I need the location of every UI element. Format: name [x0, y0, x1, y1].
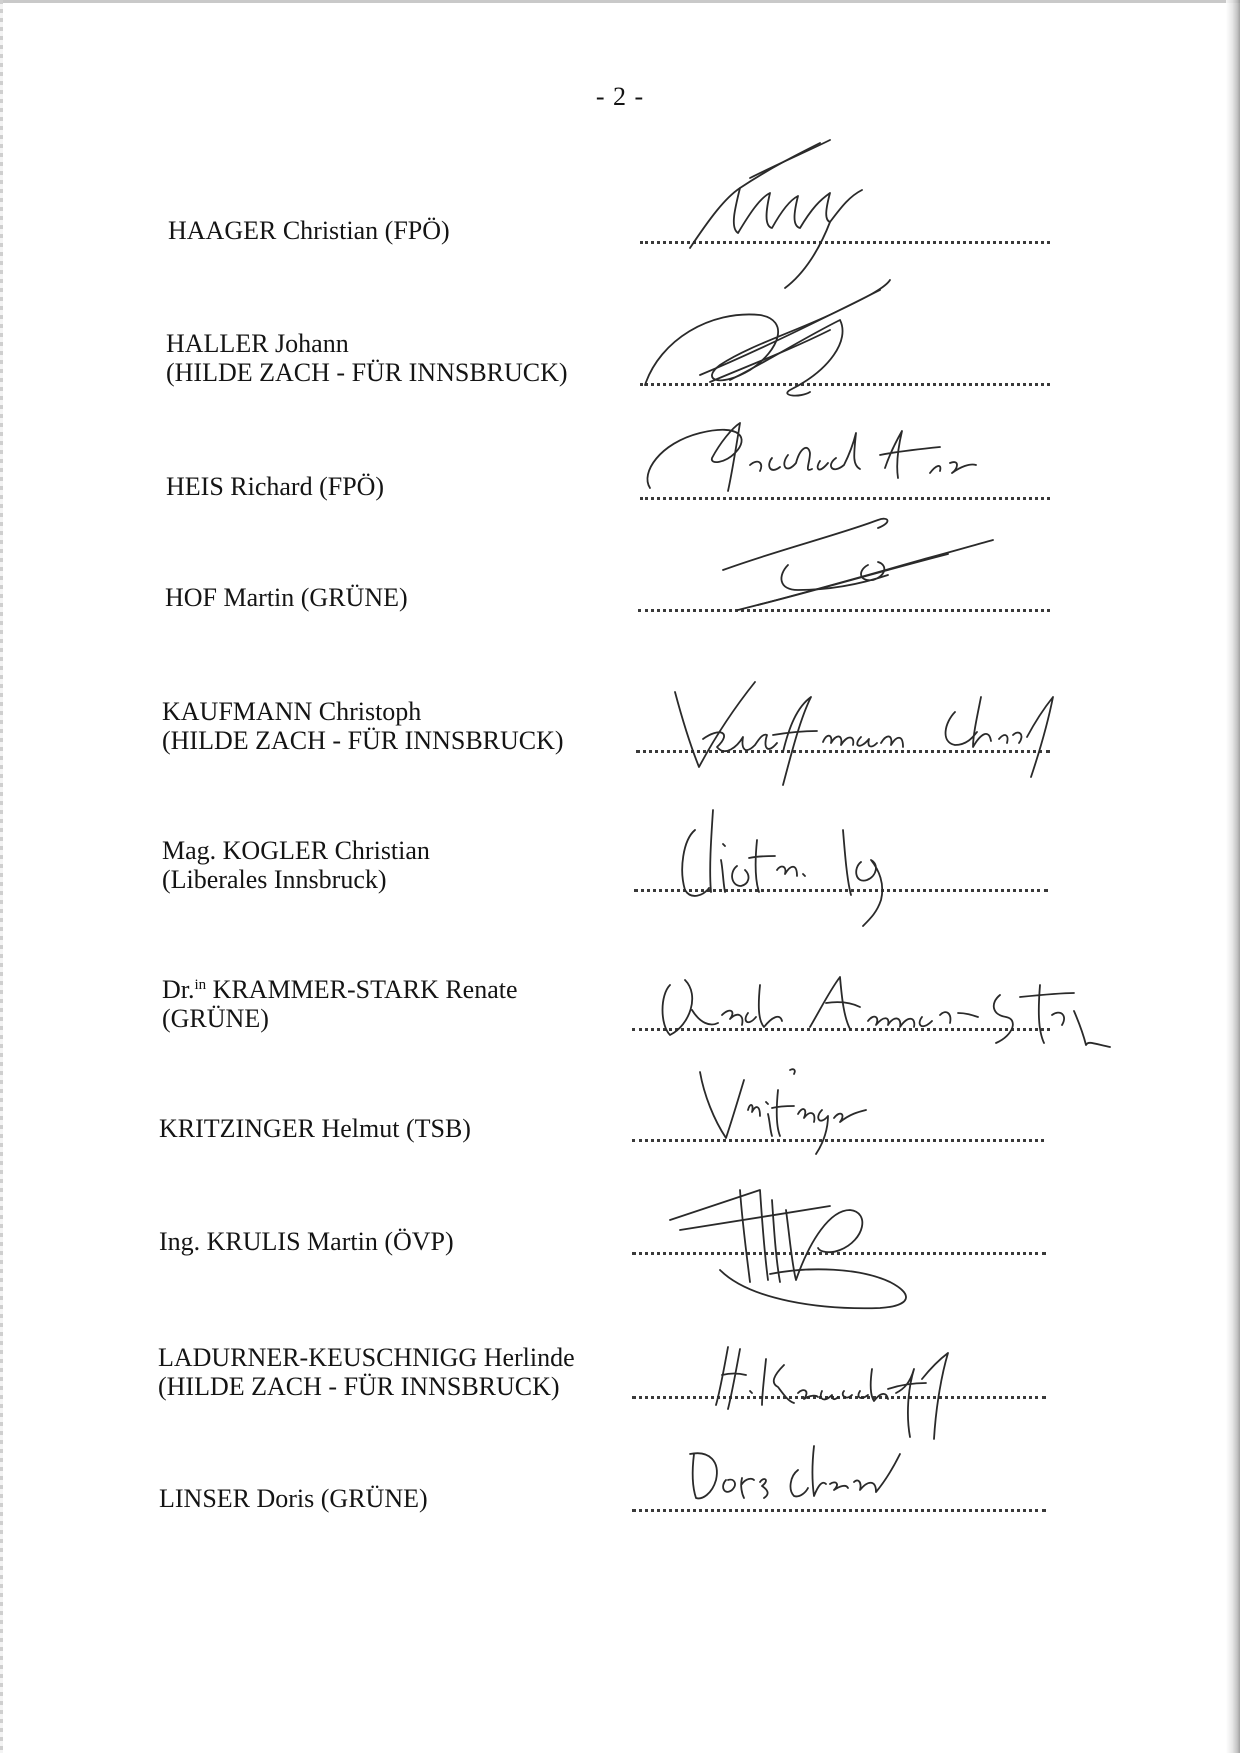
signatory-row-kaufmann — [0, 665, 1240, 775]
signatory-row-ladurner-keuschnigg — [0, 1325, 1240, 1435]
handwritten-signature — [640, 403, 1000, 503]
name-line: LINSER Doris (GRÜNE) — [159, 1484, 428, 1513]
name-line: HEIS Richard (FPÖ) — [166, 472, 385, 501]
name-line: HAAGER Christian (FPÖ) — [168, 216, 450, 245]
page-number: - 2 - — [595, 82, 645, 111]
name-line: HOF Martin (GRÜNE) — [165, 583, 408, 612]
signatory-name — [158, 1343, 575, 1401]
name-line: (GRÜNE) — [162, 1004, 269, 1033]
name-line: (HILDE ZACH - FÜR INNSBRUCK) — [162, 726, 564, 755]
handwritten-signature — [700, 1339, 1000, 1449]
signatory-name — [159, 1227, 454, 1256]
signatory-name — [168, 216, 450, 245]
signatory-row-linser — [0, 1450, 1240, 1560]
handwritten-signature — [718, 510, 998, 620]
academic-title: Dr. — [162, 975, 195, 1004]
signatory-row-kogler — [0, 800, 1240, 910]
handwritten-signature — [680, 1440, 920, 1520]
handwritten-signature — [655, 677, 1075, 787]
handwritten-signature — [665, 800, 965, 930]
name-line: Mag. KOGLER Christian — [162, 836, 430, 865]
name-line: Ing. KRULIS Martin (ÖVP) — [159, 1227, 454, 1256]
handwritten-signature — [660, 1170, 960, 1320]
title-superscript: in — [194, 977, 207, 993]
signatory-name — [166, 329, 568, 387]
name-line — [162, 975, 518, 1004]
signatory-name — [165, 583, 408, 612]
signatory-row-heis — [0, 445, 1240, 555]
handwritten-signature — [640, 270, 900, 420]
signatory-name — [162, 836, 430, 894]
name-line: HALLER Johann — [166, 329, 349, 358]
signatory-name — [162, 697, 564, 755]
name-line: KRITZINGER Helmut (TSB) — [159, 1114, 471, 1143]
name-line: (Liberales Innsbruck) — [162, 865, 387, 894]
signatory-name — [162, 975, 518, 1033]
name-line: KAUFMANN Christoph — [162, 697, 422, 726]
signatory-row-haller — [0, 310, 1240, 420]
signatory-row-kritzinger — [0, 1080, 1240, 1190]
name-line: LADURNER-KEUSCHNIGG Herlinde — [158, 1343, 575, 1372]
signatory-row-krammer-stark — [0, 945, 1240, 1055]
signatory-row-haager — [0, 180, 1240, 290]
name-line: (HILDE ZACH - FÜR INNSBRUCK) — [166, 358, 568, 387]
name-text: KRAMMER-STARK Renate — [212, 975, 518, 1004]
name-line: (HILDE ZACH - FÜR INNSBRUCK) — [158, 1372, 560, 1401]
signatory-row-krulis — [0, 1195, 1240, 1305]
signatory-name — [159, 1114, 471, 1143]
signatory-row-hof — [0, 550, 1240, 660]
signatory-name — [166, 472, 384, 501]
handwritten-signature — [690, 1060, 940, 1180]
signatory-name — [159, 1484, 428, 1513]
scan-edge-top — [0, 0, 1240, 3]
handwritten-signature — [640, 955, 1120, 1065]
